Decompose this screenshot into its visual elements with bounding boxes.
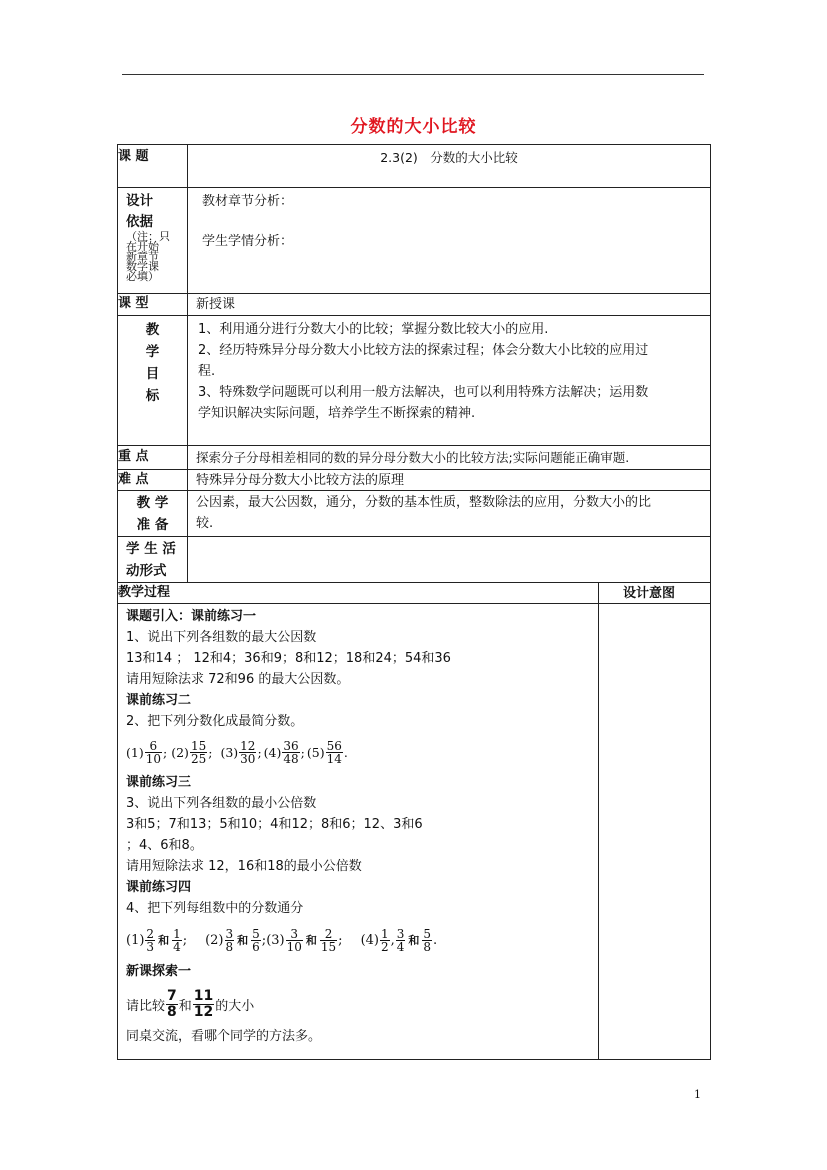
row-process-header xyxy=(118,583,711,604)
label-key-point: 重 点 xyxy=(118,446,188,470)
page-number: 1 xyxy=(694,1088,701,1101)
label-difficulty: 难 点 xyxy=(118,470,188,491)
row-design-basis xyxy=(118,188,711,294)
student-activity-value xyxy=(188,537,711,583)
compare-fractions: 请比较 $\frac{7}{8}$ 和 $\frac{11}{12}$ 的大小 xyxy=(126,987,255,1020)
question-3-numbers: 3和5；7和13；5和10；4和12；8和6；12、3和6 xyxy=(126,817,423,832)
label-lesson-type: 课 型 xyxy=(118,294,188,316)
design-intent-header: 设计意图 xyxy=(599,583,711,604)
key-point-value: 探索分子分母相差相同的数的异分母分数大小的比较方法;实际问题能正确审题. xyxy=(188,446,711,470)
goal-line: 1、利用通分进行分数大小的比较；掌握分数比较大小的应用. xyxy=(198,322,549,337)
fraction: $\frac{36}{48}$ xyxy=(283,738,299,766)
row-teaching-prep xyxy=(118,491,711,537)
fraction: $\frac{7}{8}$ xyxy=(167,987,177,1020)
goal-line: 3、特殊数学问题既可以利用一般方法解决，也可以利用特殊方法解决；运用数 xyxy=(198,385,649,400)
row-difficulty xyxy=(118,470,711,491)
label-teaching-goals: 教 学 目 标 xyxy=(118,316,188,446)
lesson-type-value: 新授课 xyxy=(188,294,711,316)
goal-line: 2、经历特殊异分母分数大小比较方法的探索过程；体会分数大小比较的应用过 xyxy=(198,343,649,358)
section-exercise-2: 课前练习二 xyxy=(126,693,192,708)
fraction: $\frac{12}{30}$ xyxy=(240,738,256,766)
section-new-lesson-1: 新课探索一 xyxy=(126,964,192,979)
question-2: 2、把下列分数化成最简分数。 xyxy=(126,714,304,729)
label-student-activity: 学 生 活 动形式 xyxy=(118,537,188,583)
goal-line: 学知识解决实际问题，培养学生不断探索的精神. xyxy=(198,406,476,421)
row-student-activity xyxy=(118,537,711,583)
section-intro: 课题引入：课前练习一 xyxy=(126,609,257,624)
section-exercise-3: 课前练习三 xyxy=(126,775,192,790)
label-design-basis: 设计 依据 （注：只 在开始 新章节 数学课 必填） xyxy=(118,188,188,294)
textbook-analysis: 教材章节分析： xyxy=(202,194,294,209)
row-teaching-goals xyxy=(118,316,711,446)
student-analysis: 学生学情分析： xyxy=(202,234,294,249)
question-1-short-division: 请用短除法求 72和96 的最大公因数。 xyxy=(126,672,350,687)
process-header: 教学过程 xyxy=(118,583,599,604)
question-3-short-division: 请用短除法求 12，16和18的最小公倍数 xyxy=(126,859,362,874)
question-3-numbers-cont: ；4、6和8。 xyxy=(126,838,203,853)
row-process-body xyxy=(118,604,711,1060)
row-topic xyxy=(118,145,711,188)
lesson-plan-table xyxy=(117,144,711,1060)
row-lesson-type xyxy=(118,294,711,316)
question-4-fractions: (1) $\frac{2}{3}$ 和 $\frac{1}{4}$ ; (2) $\frac{3}{8}$ 和 $\frac{5}{6}$ ; (3) $\frac{3}{10}$ 和 $\frac{2}{15}$ ; (4) $\frac{1}{2}$ , $\frac{3}{4}$ 和 $\frac{5}{8}$ . xyxy=(126,926,438,954)
design-basis-content xyxy=(188,188,711,294)
question-4: 4、把下列每组数中的分数通分 xyxy=(126,901,304,916)
header-rule xyxy=(122,74,704,75)
fraction: $\frac{6}{10}$ xyxy=(145,738,161,766)
row-key-point xyxy=(118,446,711,470)
fraction: $\frac{11}{12}$ xyxy=(193,987,214,1020)
document-title: 分数的大小比较 xyxy=(350,117,477,137)
question-2-fractions: (1) $\frac{6}{10}$ ; (2) $\frac{15}{25}$ ; (3) $\frac{12}{30}$ ; (4) $\frac{36}{48}$ ; (5) $\frac{56}{14}$ . xyxy=(126,738,348,766)
section-exercise-4: 课前练习四 xyxy=(126,880,192,895)
topic-value: 2.3(2) 分数的大小比较 xyxy=(188,145,711,188)
fraction: $\frac{56}{14}$ xyxy=(326,738,342,766)
goal-line: 程. xyxy=(198,364,216,379)
teaching-prep-content: 公因素，最大公因数，通分，分数的基本性质，整数除法的应用，分数大小的比 较. xyxy=(188,491,711,537)
discussion-line: 同桌交流，看哪个同学的方法多。 xyxy=(126,1029,322,1044)
question-1-numbers: 13和14 ； 12和4；36和9；8和12；18和24；54和36 xyxy=(126,651,451,666)
question-1: 1、说出下列各组数的最大公因数 xyxy=(126,630,317,645)
label-teaching-prep: 教 学 准 备 xyxy=(118,491,188,537)
design-intent-cell xyxy=(599,604,711,1060)
teaching-goals-content xyxy=(188,316,711,446)
process-content xyxy=(118,604,599,1060)
difficulty-value: 特殊异分母分数大小比较方法的原理 xyxy=(188,470,711,491)
fraction: $\frac{15}{25}$ xyxy=(190,738,207,766)
question-3: 3、说出下列各组数的最小公倍数 xyxy=(126,796,317,811)
label-topic: 课 题 xyxy=(118,145,188,188)
